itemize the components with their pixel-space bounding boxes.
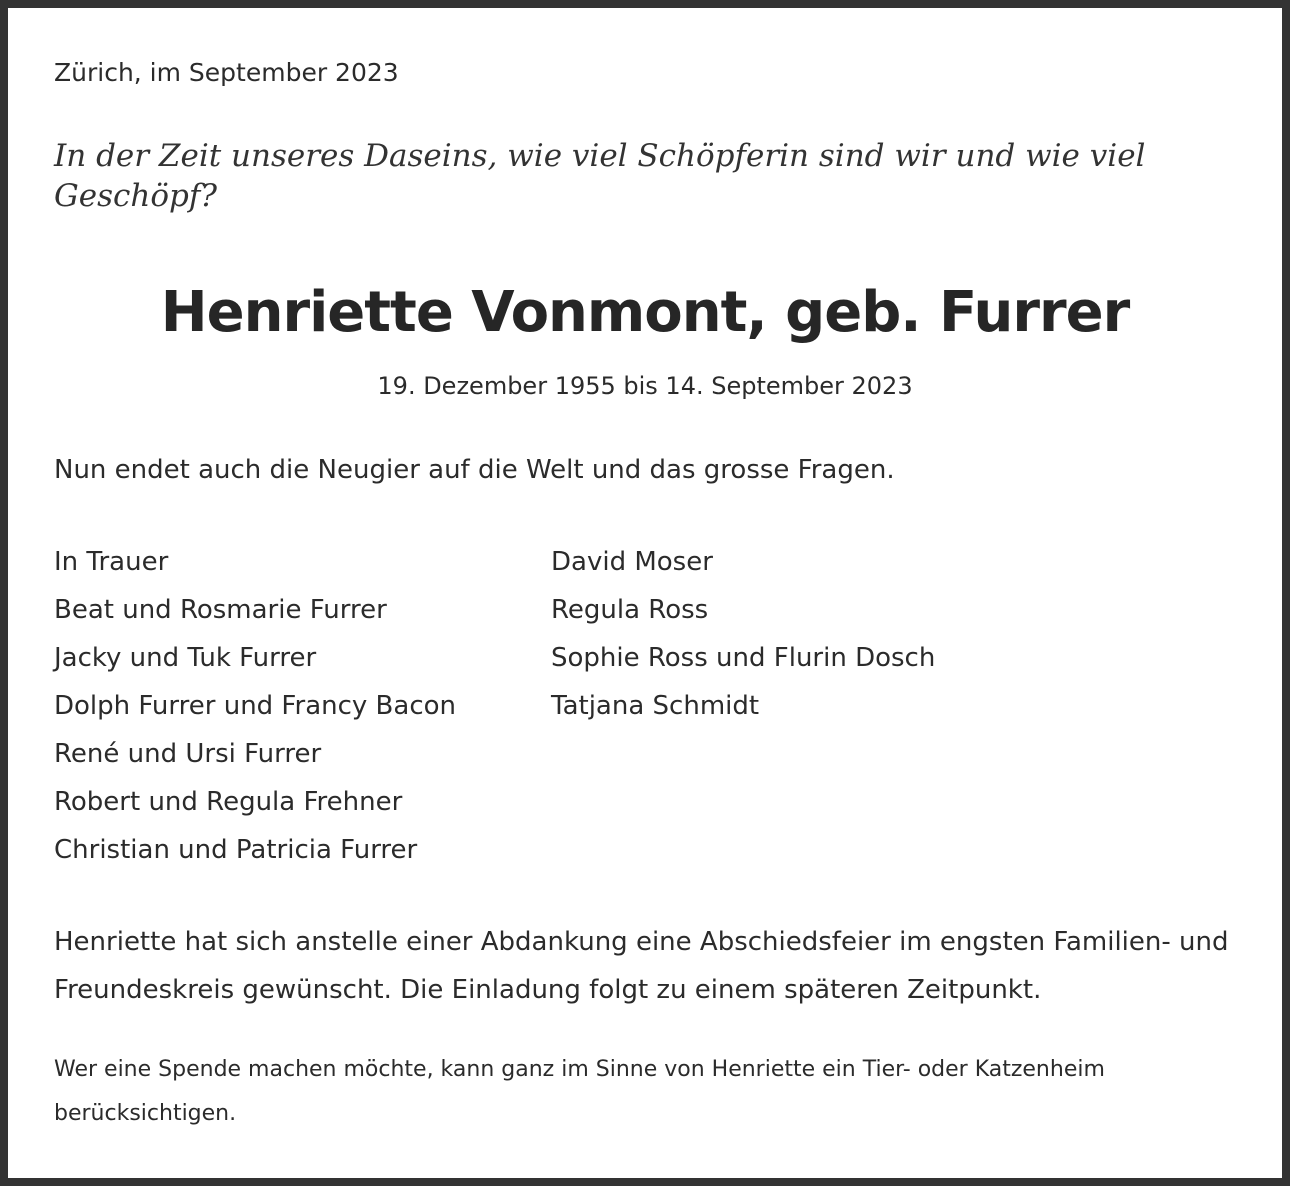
donation-note: Wer eine Spende machen möchte, kann ganz im Sinne von Henriette ein Tier- oder Katzenheim berücksichtigen.	[54, 1057, 1105, 1126]
mourner-line: Tatjana Schmidt	[551, 691, 760, 721]
mourner-line: Christian und Patricia Furrer	[54, 835, 418, 865]
deceased-name: Henriette Vonmont, geb. Furrer	[160, 280, 1130, 345]
mourners-right-column	[551, 538, 1151, 730]
mourner-line: Dolph Furrer und Francy Bacon	[54, 691, 456, 721]
mourner-line: David Moser	[551, 547, 713, 577]
closing-sentence: Nun endet auch die Neugier auf die Welt und das grosse Fragen.	[54, 455, 895, 485]
mourner-line: René und Ursi Furrer	[54, 739, 322, 769]
mourner-line: Beat und Rosmarie Furrer	[54, 595, 387, 625]
mourner-line: Jacky und Tuk Furrer	[54, 643, 317, 673]
mourner-line: Sophie Ross und Flurin Dosch	[551, 643, 936, 673]
mourners-left-column	[54, 538, 534, 874]
mourner-line: Robert und Regula Frehner	[54, 787, 403, 817]
farewell-info: Henriette hat sich anstelle einer Abdankung eine Abschiedsfeier im engsten Familien- und Freundeskreis gewünscht. Die Einladung folgt zu einem späteren Zeitpunkt.	[54, 927, 1229, 1005]
quote: In der Zeit unseres Daseins, wie viel Schöpferin sind wir und wie viel Geschöpf?	[54, 138, 1146, 214]
life-dates: 19. Dezember 1955 bis 14. September 2023	[377, 372, 913, 400]
mourner-line: In Trauer	[54, 547, 169, 577]
mourner-line: Regula Ross	[551, 595, 709, 625]
place-date: Zürich, im September 2023	[54, 58, 399, 87]
